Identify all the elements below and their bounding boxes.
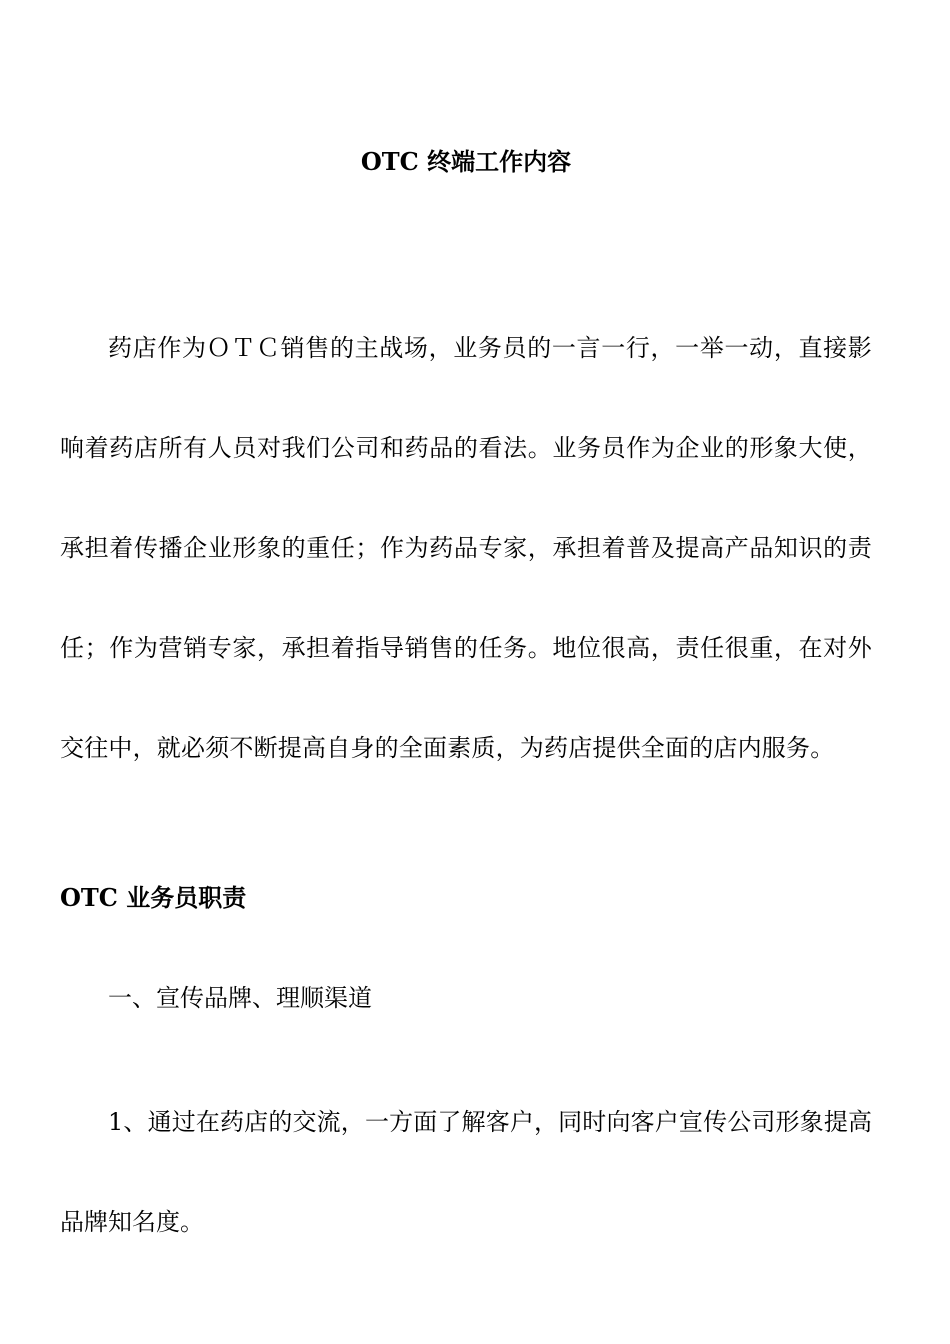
list-item: 1、通过在药店的交流，一方面了解客户，同时向客户宣传公司形象提高品牌知名度。: [60, 1108, 872, 1236]
document-title: OTC 终端工作内容: [360, 147, 572, 176]
intro-paragraph: 药店作为ＯＴＣ销售的主战场，业务员的一言一行，一举一动，直接影响着药店所有人员对我们公司和药品的看法。业务员作为企业的形象大使，承担着传播企业形象的重任；作为药品专家，承担着普及提高产品知识的责任；作为营销专家，承担着指导销售的任务。地位很高，责任很重，在对外交往中，就必须不断提高自身的全面素质，为药店提供全面的店内服务。: [60, 334, 872, 762]
sub-heading: 一、宣传品牌、理顺渠道: [108, 984, 372, 1012]
section-heading: OTC 业务员职责: [60, 883, 247, 912]
